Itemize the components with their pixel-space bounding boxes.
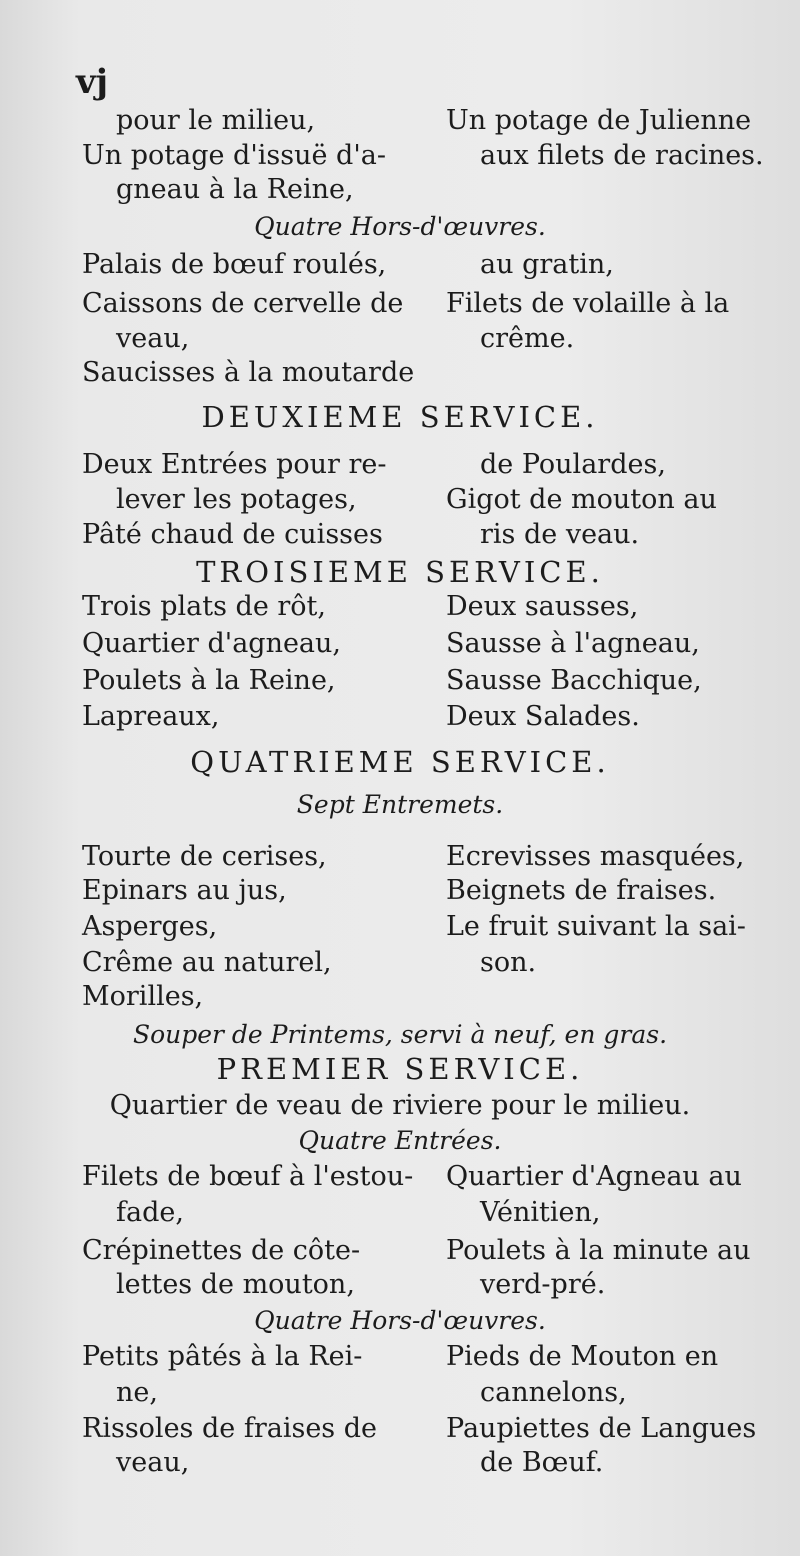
right-line: au gratin,: [480, 249, 614, 280]
right-line: Quartier d'Agneau au: [446, 1161, 742, 1192]
left-line: Crême au naturel,: [82, 947, 332, 978]
right-line: Paupiettes de Langues: [446, 1413, 757, 1444]
right-line: Pieds de Mouton en: [446, 1341, 719, 1372]
right-line: ris de veau.: [480, 519, 640, 550]
left-line: veau,: [116, 1447, 190, 1478]
left-line: veau,: [116, 323, 190, 354]
left-line: lettes de mouton,: [116, 1269, 355, 1300]
left-line: Lapreaux,: [82, 701, 220, 732]
left-line: Quartier d'agneau,: [82, 628, 342, 659]
section-subtitle: Quatre Entrées.: [298, 1126, 502, 1155]
page-number: vj: [76, 62, 109, 102]
section-heading: QUATRIEME SERVICE.: [190, 745, 610, 779]
right-line: Sausse à l'agneau,: [446, 628, 700, 659]
left-line: ne,: [116, 1377, 158, 1408]
right-line: de Poulardes,: [480, 449, 666, 480]
left-line: Un potage d'issuë d'a-: [82, 140, 386, 171]
section-heading: PREMIER SERVICE.: [216, 1052, 584, 1086]
left-line: Epinars au jus,: [82, 875, 287, 906]
left-line: Petits pâtés à la Rei-: [82, 1341, 363, 1372]
left-line: Poulets à la Reine,: [82, 665, 336, 696]
right-line: Vénitien,: [480, 1197, 601, 1228]
left-line: Morilles,: [82, 981, 204, 1012]
right-line: aux filets de racines.: [480, 140, 764, 171]
supper-title: Souper de Printems, servi à neuf, en gras.: [132, 1020, 668, 1049]
right-line: Deux sausses,: [446, 591, 639, 622]
left-line: Crépinettes de côte-: [82, 1235, 361, 1266]
left-line: Saucisses à la moutarde: [82, 357, 415, 388]
left-line: pour le milieu,: [116, 105, 316, 136]
right-line: Sausse Bacchique,: [446, 665, 702, 696]
right-line: Le fruit suivant la sai-: [446, 911, 746, 942]
left-line: Caissons de cervelle de: [82, 288, 404, 319]
right-line: verd-pré.: [480, 1269, 606, 1300]
section-subtitle: Sept Entremets.: [296, 790, 504, 819]
left-line: Rissoles de fraises de: [82, 1413, 377, 1444]
left-line: Trois plats de rôt,: [82, 591, 326, 622]
left-line: Tourte de cerises,: [82, 841, 327, 872]
section-subtitle: Quatre Hors-d'œuvres.: [254, 1306, 546, 1335]
right-line: Un potage de Julienne: [446, 105, 752, 136]
section-subtitle: Quatre Hors-d'œuvres.: [254, 212, 546, 241]
section-heading: TROISIEME SERVICE.: [196, 555, 604, 589]
section-heading: DEUXIEME SERVICE.: [201, 400, 599, 434]
right-line: Deux Salades.: [446, 701, 640, 732]
left-line: Filets de bœuf à l'estou-: [82, 1161, 414, 1192]
left-line: Pâté chaud de cuisses: [82, 519, 383, 550]
left-line: lever les potages,: [116, 484, 357, 515]
left-line: gneau à la Reine,: [116, 174, 354, 205]
right-line: de Bœuf.: [480, 1447, 604, 1478]
right-line: Poulets à la minute au: [446, 1235, 751, 1266]
right-line: son.: [480, 947, 537, 978]
center-line: Quartier de veau de riviere pour le milieu.: [109, 1090, 691, 1121]
right-line: cannelons,: [480, 1377, 627, 1408]
left-line: fade,: [116, 1197, 184, 1228]
right-line: Filets de volaille à la: [446, 288, 730, 319]
left-line: Palais de bœuf roulés,: [82, 249, 387, 280]
right-line: Ecrevisses masquées,: [446, 841, 745, 872]
right-line: crême.: [480, 323, 575, 354]
right-line: Gigot de mouton au: [446, 484, 717, 515]
left-line: Deux Entrées pour re-: [82, 449, 387, 480]
right-line: Beignets de fraises.: [446, 875, 717, 906]
left-line: Asperges,: [82, 911, 218, 942]
